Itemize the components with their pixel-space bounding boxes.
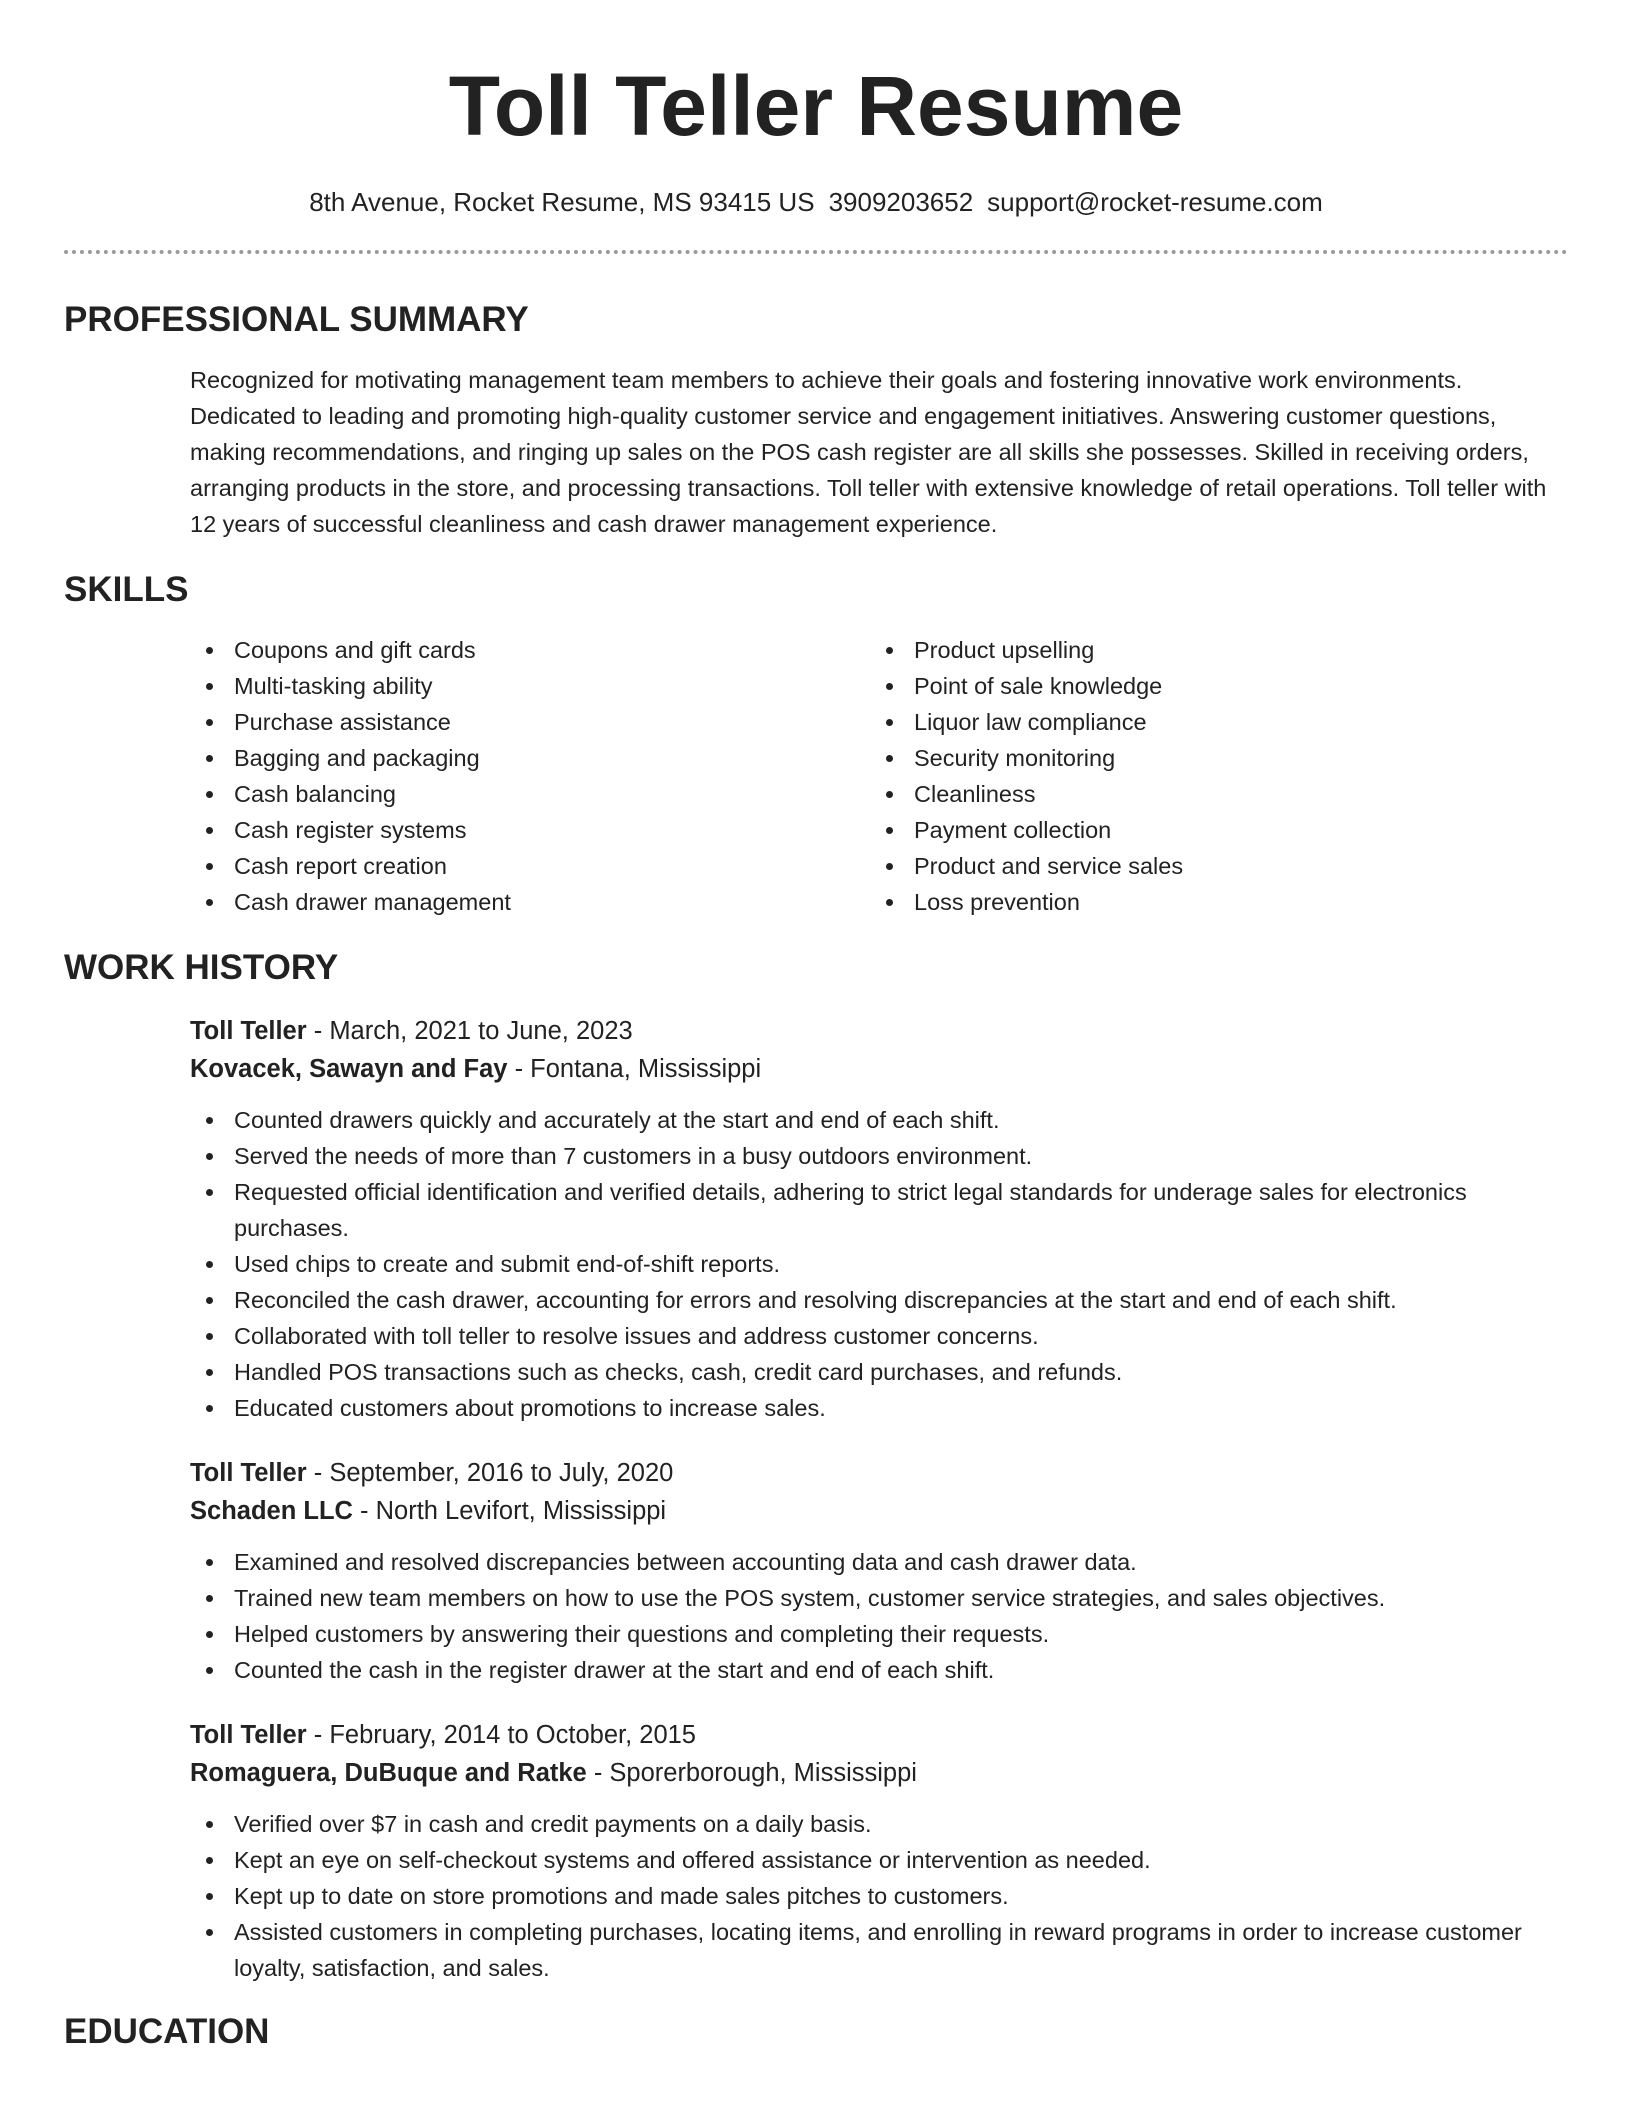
job-company-line xyxy=(190,1754,1568,1792)
contact-phone: 3909203652 xyxy=(828,187,974,217)
job-bullet: Requested official identification and verified details, adhering to strict legal standards for underage sales for electronics purchases. xyxy=(190,1174,1568,1246)
job-title-line xyxy=(190,1454,1568,1492)
job-bullet: Helped customers by answering their questions and completing their requests. xyxy=(190,1616,1568,1652)
job-company-line xyxy=(190,1050,1568,1088)
job-bullet: Served the needs of more than 7 customers in a busy outdoors environment. xyxy=(190,1138,1568,1174)
skill-item: Point of sale knowledge xyxy=(870,668,1550,704)
job-dates: - March, 2021 to June, 2023 xyxy=(306,1017,633,1045)
job-title: Toll Teller xyxy=(190,1459,307,1487)
skills-list xyxy=(190,632,1568,920)
education-heading: EDUCATION xyxy=(64,2012,270,2051)
skill-item: Product and service sales xyxy=(870,848,1550,884)
contact-email: support@rocket-resume.com xyxy=(987,187,1323,217)
job-bullet: Reconciled the cash drawer, accounting for errors and resolving discrepancies at the start and end of each shift. xyxy=(190,1282,1568,1318)
job-entry xyxy=(190,1454,1568,1688)
skill-item: Purchase assistance xyxy=(190,704,870,740)
skill-item: Liquor law compliance xyxy=(870,704,1550,740)
job-title-line xyxy=(190,1012,1568,1050)
skill-item: Security monitoring xyxy=(870,740,1550,776)
skills-column-right xyxy=(870,632,1550,920)
header-divider xyxy=(64,250,1568,254)
contact-address: 8th Avenue, Rocket Resume, MS 93415 US xyxy=(309,187,815,217)
summary-text: Recognized for motivating management team members to achieve their goals and fostering innovative work environments. Dedicated to leading and promoting high-quality customer service and engagement initiatives. Answering customer questions, making recommendations, and ringing up sales on the POS cash register are all skills she possesses. Skilled in receiving orders, arranging products in the store, and processing transactions. Toll teller with extensive knowledge of retail operations. Toll teller with 12 years of successful cleanliness and cash drawer management experience. xyxy=(190,367,1547,537)
job-bullet: Kept up to date on store promotions and made sales pitches to customers. xyxy=(190,1878,1568,1914)
job-bullet: Educated customers about promotions to increase sales. xyxy=(190,1390,1568,1426)
skill-item: Cash report creation xyxy=(190,848,870,884)
job-bullet: Examined and resolved discrepancies between accounting data and cash drawer data. xyxy=(190,1544,1568,1580)
job-bullet: Trained new team members on how to use the POS system, customer service strategies, and sales objectives. xyxy=(190,1580,1568,1616)
skill-item: Multi-tasking ability xyxy=(190,668,870,704)
job-dates: - February, 2014 to October, 2015 xyxy=(306,1721,696,1749)
job-bullet: Verified over $7 in cash and credit payments on a daily basis. xyxy=(190,1806,1568,1842)
skill-item: Cash balancing xyxy=(190,776,870,812)
job-bullets xyxy=(190,1544,1568,1688)
summary-heading: PROFESSIONAL SUMMARY xyxy=(64,300,529,339)
job-title-line xyxy=(190,1716,1568,1754)
job-bullet: Kept an eye on self-checkout systems and offered assistance or intervention as needed. xyxy=(190,1842,1568,1878)
job-location: - Sporerborough, Mississippi xyxy=(586,1759,917,1787)
skill-item: Product upselling xyxy=(870,632,1550,668)
job-bullet: Counted the cash in the register drawer at the start and end of each shift. xyxy=(190,1652,1568,1688)
job-dates: - September, 2016 to July, 2020 xyxy=(306,1459,674,1487)
job-bullet: Collaborated with toll teller to resolve issues and address customer concerns. xyxy=(190,1318,1568,1354)
skills-heading: SKILLS xyxy=(64,570,189,609)
job-bullet: Used chips to create and submit end-of-shift reports. xyxy=(190,1246,1568,1282)
job-company: Kovacek, Sawayn and Fay xyxy=(190,1055,508,1083)
job-bullet: Counted drawers quickly and accurately at the start and end of each shift. xyxy=(190,1102,1568,1138)
skill-item: Cleanliness xyxy=(870,776,1550,812)
resume-page xyxy=(64,0,1568,2054)
job-company-line xyxy=(190,1492,1568,1530)
job-bullets xyxy=(190,1102,1568,1426)
resume-title: Toll Teller Resume xyxy=(448,59,1184,153)
skill-item: Bagging and packaging xyxy=(190,740,870,776)
job-entry xyxy=(190,1012,1568,1426)
job-entry xyxy=(190,1716,1568,1986)
job-title: Toll Teller xyxy=(190,1017,307,1045)
skill-item: Payment collection xyxy=(870,812,1550,848)
skills-column-left xyxy=(190,632,870,920)
skill-item: Cash register systems xyxy=(190,812,870,848)
job-location: - North Levifort, Mississippi xyxy=(352,1497,667,1525)
work-history-heading: WORK HISTORY xyxy=(64,948,339,987)
skill-item: Loss prevention xyxy=(870,884,1550,920)
job-location: - Fontana, Mississippi xyxy=(507,1055,762,1083)
job-bullet: Handled POS transactions such as checks, cash, credit card purchases, and refunds. xyxy=(190,1354,1568,1390)
job-bullets xyxy=(190,1806,1568,1986)
job-company: Schaden LLC xyxy=(190,1497,353,1525)
job-company: Romaguera, DuBuque and Ratke xyxy=(190,1759,587,1787)
skill-item: Cash drawer management xyxy=(190,884,870,920)
job-bullet: Assisted customers in completing purchases, locating items, and enrolling in reward programs in order to increase customer loyalty, satisfaction, and sales. xyxy=(190,1914,1568,1986)
contact-line xyxy=(64,184,1568,220)
skill-item: Coupons and gift cards xyxy=(190,632,870,668)
job-title: Toll Teller xyxy=(190,1721,307,1749)
